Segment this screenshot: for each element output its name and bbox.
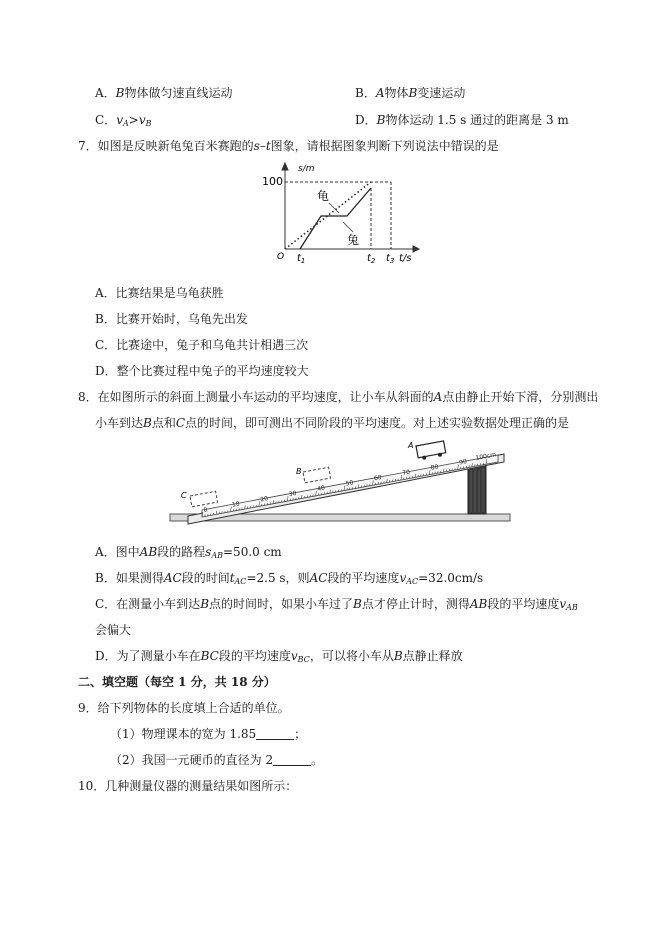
y-axis-label: s/m: [298, 164, 315, 174]
ruler-tick-label: 60: [373, 474, 383, 483]
ruler-end-label: 100cm: [475, 451, 497, 462]
t3-label: $t_3$: [386, 253, 395, 265]
q9-blank-1[interactable]: [256, 727, 294, 740]
q6-option-b: B．A物体B变速运动: [355, 86, 466, 100]
ruler-tick-label: 10: [231, 500, 241, 509]
q10-stem: 10．几种测量仪器的测量结果如图所示：: [78, 779, 298, 793]
rabbit-pointer: [343, 222, 353, 232]
q7-option-d: D．整个比赛过程中兔子的平均速度较大: [95, 364, 309, 378]
t2-label: $t_2$: [367, 253, 376, 265]
cart-at-A: [416, 441, 446, 461]
q6-option-d: D．B物体运动 1.5 s 通过的距离是 3 m: [355, 113, 569, 127]
ruler-tick-label: 40: [316, 484, 326, 493]
q6-option-a: A．B物体做匀速直线运动: [95, 86, 233, 100]
q7-stem: 7．如图是反映新龟兔百米赛跑的s–t图象，请根据图象判断下列说法中错误的是: [78, 139, 499, 153]
q7-option-a: A．比赛结果是乌龟获胜: [95, 286, 224, 300]
cart-at-B: [303, 467, 331, 483]
q7-option-b: B．比赛开始时，乌龟先出发: [95, 312, 248, 326]
x-axis-arrow: [413, 246, 419, 252]
q8-option-b: B．如果测得AC段的时间$t_{AC}=2.5$ s，则AC段的平均速度$v_{AC}=32.0cm/s$: [95, 571, 484, 586]
rabbit-label: 兔: [347, 233, 360, 247]
point-C-label: C: [181, 491, 187, 500]
ruler-tick-label: 70: [401, 468, 411, 478]
q9-item-2: （2）我国一元硬币的直径为 2 。: [110, 753, 324, 767]
point-B-label: B: [296, 467, 302, 476]
cart-at-C: [190, 491, 218, 507]
origin-label: O: [277, 252, 285, 262]
q9-item-1: （1）物理课本的宽为 1.85 ；: [110, 727, 307, 741]
q8-option-c: C．在测量小车到达B点的时间时，如果小车过了B点才停止计时，测得AB段的平均速度$v_{AB}$: [95, 597, 578, 612]
y-axis-arrow: [282, 163, 288, 170]
ruler-tick-label: 90: [458, 458, 468, 467]
ruler-tick-label: 50: [345, 479, 354, 488]
ruler-tick-label: 20: [259, 495, 269, 504]
q8-stem-line1: 8．在如图所示的斜面上测量小车运动的平均速度，让小车从斜面的A点由静止开始下滑，分别测出: [78, 390, 599, 404]
y-tick-100: 100: [262, 175, 283, 188]
rabbit-line: [300, 188, 371, 249]
x-axis-label: t/s: [399, 253, 412, 264]
q9-blank-2[interactable]: [273, 753, 311, 766]
ruler-tick-label: 30: [288, 489, 298, 499]
q8-option-d: D．为了测量小车在BC段的平均速度$v_{BC}$，可以将小车从B点静止释放: [95, 649, 463, 664]
ruler-tick-label: 0: [203, 506, 209, 514]
turtle-label: 龟: [317, 189, 330, 203]
section-2-title: 二、填空题（每空 1 分，共 18 分）: [78, 675, 276, 689]
q7-option-c: C．比赛途中，兔子和乌龟共计相遇三次: [95, 338, 309, 352]
ruler-tick-label: 80: [430, 463, 440, 472]
point-A-label: A: [408, 441, 414, 450]
t1-label: $t_1$: [297, 253, 306, 265]
q6-option-c: C．$v_A>v_B$: [95, 113, 152, 128]
q8-option-c-continued: 会偏大: [95, 623, 132, 637]
support-block: [468, 466, 486, 514]
q7-st-graph: [255, 160, 425, 275]
turtle-pointer: [329, 203, 339, 213]
q8-stem-line2: 小车到达B点和C点的时间，即可测出不同阶段的平均速度。对上述实验数据处理正确的是: [95, 416, 570, 430]
q8-option-a: A．图中AB段的路程$s_{AB}=50.0$ cm: [95, 545, 282, 560]
q8-incline-figure: [168, 440, 513, 530]
q9-stem: 9．给下列物体的长度填上合适的单位。: [78, 701, 290, 715]
